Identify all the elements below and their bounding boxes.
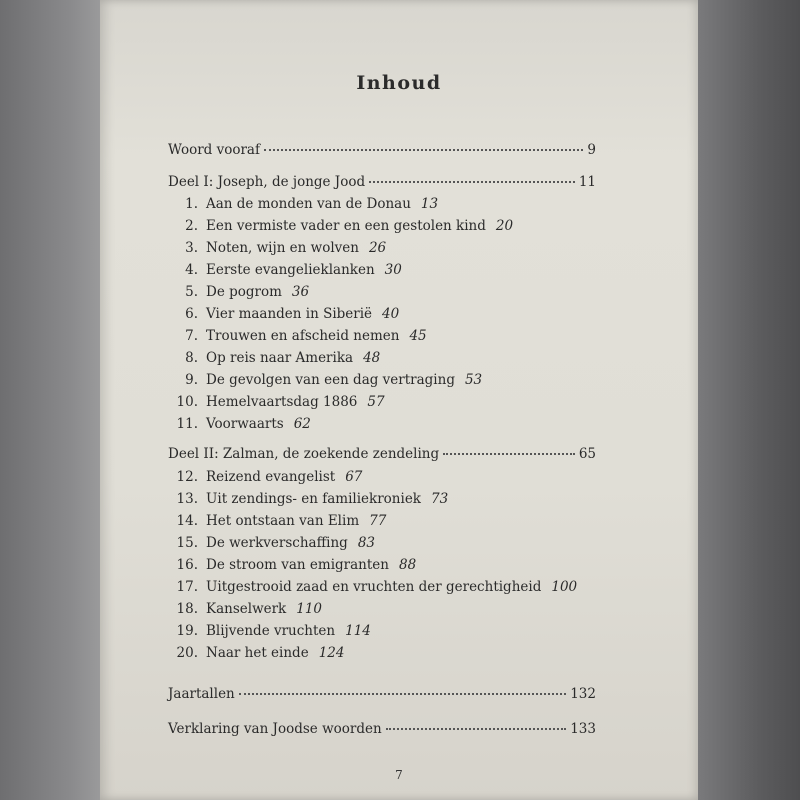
chapter-line [168,469,362,489]
chapter-title: Op reis naar Amerika [206,350,354,366]
chapter-title: Een vermiste vader en een gestolen kind [206,218,486,234]
toc-entry-label: Jaartallen [168,686,235,702]
chapter-page: 26 [368,240,387,256]
chapter-title: Eerste evangelieklanken [206,262,375,278]
chapter-title: Blijvende vruchten [206,623,336,639]
chapter-title: Kanselwerk [206,601,287,617]
chapter-line [168,218,513,238]
chapter-number: 17. [176,579,198,595]
chapter-page: 124 [318,645,345,661]
chapter-line [168,262,402,282]
chapter-page: 36 [291,284,310,300]
chapter-number: 18. [176,601,198,617]
dot-leader [443,453,575,455]
chapter-page: 83 [357,535,376,551]
chapter-number: 14. [176,513,198,529]
chapter-number: 20. [176,645,198,661]
chapter-title: De stroom van emigranten [206,557,389,573]
chapter-title: Het ontstaan van Elim [206,513,360,529]
dot-leader [386,728,567,730]
chapter-number: 10. [176,394,198,410]
toc-entry-page: 133 [570,721,596,737]
chapter-number: 12. [176,469,198,485]
toc-entry-deel-2 [168,446,596,466]
toc-entry-page: 9 [587,142,596,158]
toc-entry-verklaring [168,721,596,741]
chapter-title: De pogrom [206,284,282,300]
toc-entry-label: Woord vooraf [168,142,260,158]
chapter-number: 6. [185,306,198,322]
chapter-number: 3. [185,240,198,256]
chapter-line [168,623,371,643]
toc-entry-deel-1 [168,174,596,194]
toc-entry-woord-vooraf [168,142,596,162]
chapter-title: De gevolgen van een dag vertraging [206,372,455,388]
chapter-line [168,394,385,414]
chapter-line [168,645,344,665]
toc-entry-jaartallen [168,686,596,706]
chapter-title: Uit zendings- en familiekroniek [206,491,421,507]
chapter-title: Uitgestrooid zaad en vruchten der gerechtigheid [206,579,542,595]
chapter-number: 9. [185,372,198,388]
chapter-page: 62 [293,416,311,432]
toc-entry-label: Verklaring van Joodse woorden [168,721,382,737]
book-page [100,0,698,800]
chapter-title: Vier maanden in Siberië [206,306,373,322]
chapter-title: Hemelvaartsdag 1886 [206,394,358,410]
chapter-number: 16. [176,557,198,573]
chapter-number: 13. [176,491,198,507]
chapter-page: 57 [367,394,385,410]
chapter-line [168,557,416,577]
chapter-number: 19. [176,623,198,639]
chapter-line [168,306,399,326]
chapter-line [168,372,482,392]
chapter-page: 30 [384,262,402,278]
chapter-title: Noten, wijn en wolven [206,240,359,256]
chapter-number: 11. [176,416,198,432]
chapter-title: Trouwen en afscheid nemen [206,328,400,344]
chapter-page: 110 [296,601,323,617]
chapter-line [168,416,311,436]
page-title: Inhoud [356,72,442,94]
chapter-number: 1. [185,196,198,212]
chapter-line [168,240,386,260]
chapter-page: 48 [363,350,381,366]
background-left [0,0,100,800]
chapter-title: Naar het einde [206,645,309,661]
chapter-number: 7. [185,328,198,344]
chapter-number: 8. [185,350,198,366]
page-number: 7 [395,768,403,782]
chapter-line [168,601,322,621]
chapter-title: De werkverschaffing [206,535,348,551]
chapter-page: 88 [398,557,417,573]
chapter-line [168,350,380,370]
chapter-page: 53 [464,372,483,388]
chapter-line [168,579,577,599]
toc-entry-page: 65 [578,446,596,462]
chapter-line [168,513,386,533]
chapter-number: 5. [185,284,198,300]
chapter-title: Aan de monden van de Donau [206,196,411,212]
toc-entry-label: Deel I: Joseph, de jonge Jood [168,174,366,190]
chapter-page: 77 [369,513,387,529]
dot-leader [239,693,566,695]
dot-leader [369,181,575,183]
chapter-page: 114 [345,623,371,639]
toc-entry-label: Deel II: Zalman, de zoekende zendeling [168,446,440,462]
background-right [698,0,800,800]
toc-entry-page: 132 [570,686,596,702]
chapter-page: 100 [551,579,578,595]
chapter-title: Reizend evangelist [206,469,336,485]
dot-leader [264,149,583,151]
chapter-page: 45 [409,328,427,344]
chapter-line [168,328,427,348]
chapter-page: 13 [420,196,439,212]
chapter-title: Voorwaarts [206,416,284,432]
chapter-page: 20 [495,218,514,234]
chapter-number: 4. [185,262,198,278]
chapter-line [168,491,448,511]
chapter-line [168,535,375,555]
toc-entry-page: 11 [578,174,596,190]
chapter-page: 67 [345,469,363,485]
chapter-number: 2. [185,218,198,234]
chapter-page: 73 [431,491,449,507]
chapter-line [168,196,438,216]
chapter-page: 40 [382,306,400,322]
chapter-number: 15. [176,535,198,551]
chapter-line [168,284,309,304]
